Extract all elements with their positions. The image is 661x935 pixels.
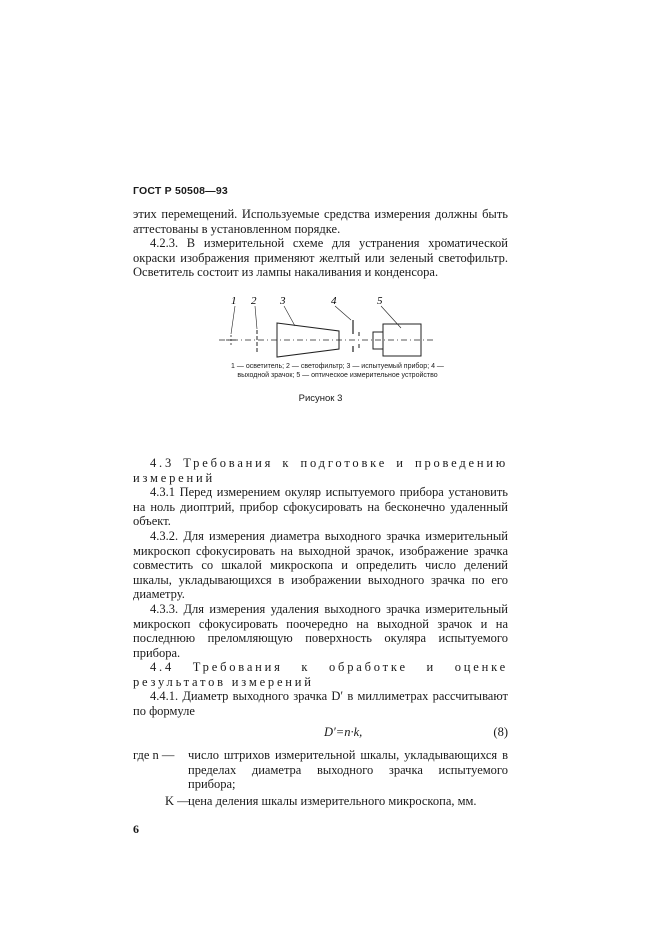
- label-5: 5: [377, 295, 383, 307]
- label-2: 2: [251, 295, 257, 307]
- paragraph-continuation: этих перемещений. Используемые средства измерения должны быть аттестованы в установленном порядке.: [133, 207, 508, 236]
- formula-expression: D′=n·k,: [324, 725, 363, 739]
- paragraph-4-3-3: 4.3.3. Для измерения удаления выходного зрачка измерительный микроскоп сфокусировать поочередно на выходной зрачок и на последнюю преломляющую поверхность окуляра испытуемого прибора.: [133, 602, 508, 660]
- paragraph-4-2-3: 4.2.3. В измерительной схеме для устранения хроматической окраски изображения применяют желтый или зеленый светофильтр. Осветитель состоит из лампы накаливания и конденсора.: [133, 236, 508, 280]
- optical-scheme-svg: [205, 292, 445, 372]
- definition-k-term: K —: [165, 794, 190, 808]
- label-4: 4: [331, 295, 337, 307]
- definition-n-term: где n —: [133, 748, 175, 762]
- figure-title: Рисунок 3: [298, 393, 343, 404]
- measuring-device-front: [373, 332, 383, 349]
- section-4-4-title: 4.4 Требования к обработке и оценке результатов измерений: [133, 660, 508, 689]
- paragraph-4-3-1: 4.3.1 Перед измерением окуляр испытуемого прибора установить на ноль диоптрий, прибор сфокусировать на бесконечно удаленный объект.: [133, 485, 508, 529]
- definition-n-text: число штрихов измерительной шкалы, укладывающихся в пределах диаметра выходного зрачка испытуемого прибора;: [188, 748, 508, 792]
- label-1: 1: [231, 295, 237, 307]
- definition-k-text: цена деления шкалы измерительного микроскопа, мм.: [188, 794, 477, 808]
- formula-number: (8): [493, 725, 508, 739]
- section-4-3-title: 4.3 Требования к подготовке и проведению измерений: [133, 456, 508, 485]
- paragraph-4-3-2: 4.3.2. Для измерения диаметра выходного зрачка измерительный микроскоп сфокусировать на выходной зрачок, изображение зрачка совместить со шкалой микроскопа и определить число делений шкалы, укладывающихся в изображении выходного зрачка по его диаметру.: [133, 529, 508, 602]
- figure-3-diagram: [205, 292, 445, 372]
- page-number: 6: [133, 822, 139, 836]
- label-3: 3: [280, 295, 286, 307]
- standard-header: ГОСТ Р 50508—93: [133, 185, 228, 197]
- paragraph-4-4-1: 4.4.1. Диаметр выходного зрачка D′ в миллиметрах рассчитывают по формуле: [133, 689, 508, 718]
- figure-caption: 1 — осветитель; 2 — светофильтр; 3 — испытуемый прибор; 4 — выходной зрачок; 5 — оптическое измерительное устройство: [231, 363, 444, 379]
